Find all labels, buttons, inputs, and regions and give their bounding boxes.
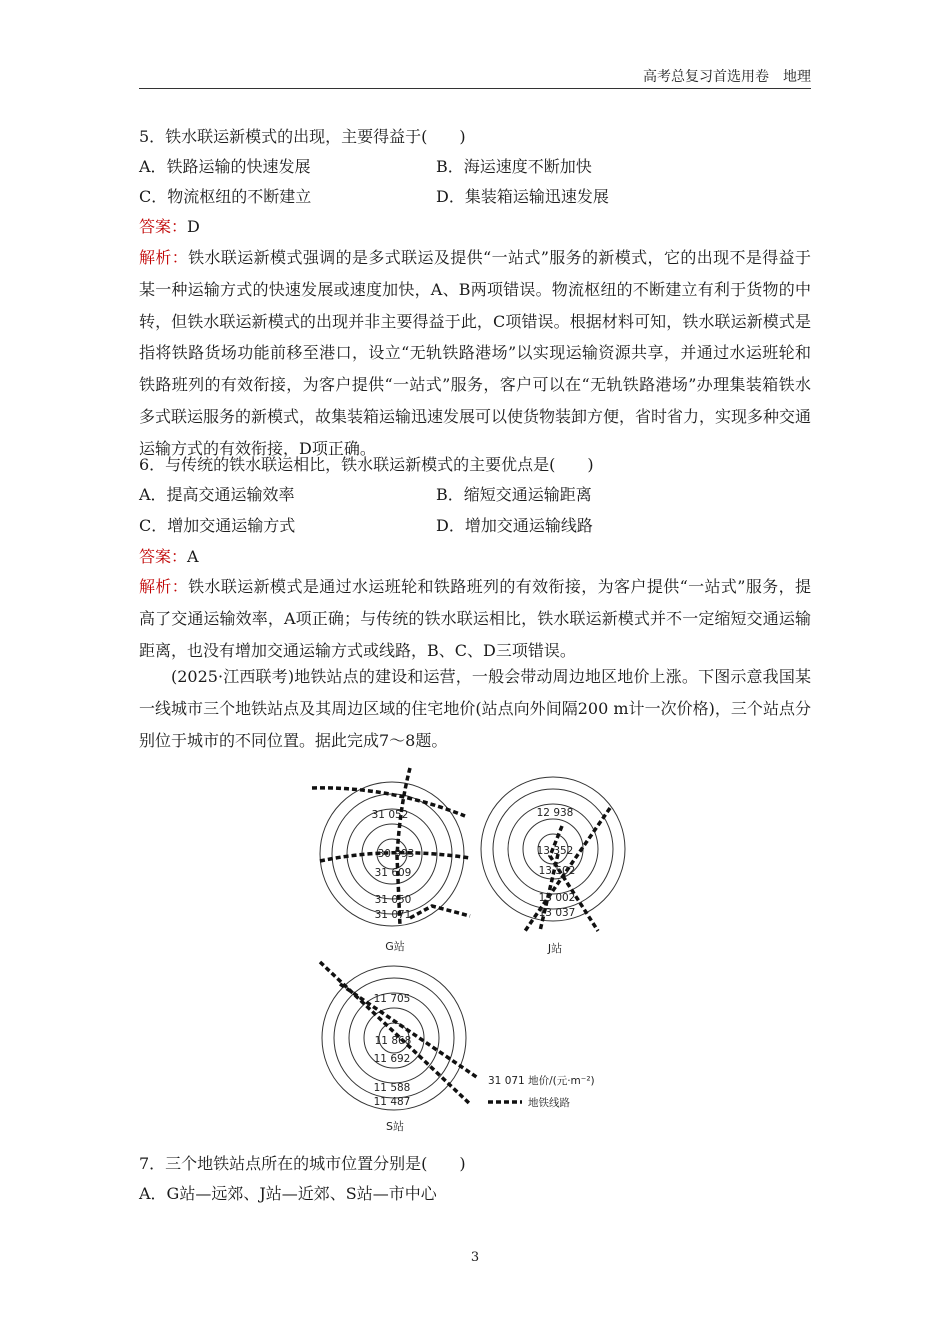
q6-option-a: A．提高交通运输效率 (139, 485, 295, 504)
answer-value: A (187, 547, 199, 566)
s-price-3: 11 692 (373, 1053, 411, 1065)
j-station-label: J站 (547, 942, 563, 955)
legend-line: 地铁线路 (528, 1097, 570, 1109)
g-price-4: 31 050 (374, 894, 412, 906)
q5-option-b: B．海运速度不断加快 (436, 157, 592, 176)
q6-stem: 6．与传统的铁水联运相比，铁水联运新模式的主要优点是( ) (139, 455, 594, 474)
s-station-diagram (320, 962, 478, 1133)
answer-value: D (187, 217, 200, 236)
q6-option-b: B．缩短交通运输距离 (436, 485, 592, 504)
g-station-diagram (312, 768, 470, 953)
answer-label: 答案： (139, 547, 188, 566)
header-title: 高考总复习首选用卷 地理 (643, 69, 811, 85)
q5-stem: 5．铁水联运新模式的出现，主要得益于( ) (139, 127, 466, 146)
page-header (139, 66, 811, 89)
q6-option-d: D．增加交通运输线路 (436, 516, 593, 535)
j-price-2: 13 352 (536, 845, 574, 857)
q5-option-d: D．集装箱运输迅速发展 (436, 187, 609, 206)
q7-option-a: A．G站—远郊、J站—近郊、S站—市中心 (139, 1184, 437, 1203)
g-station-label: G站 (385, 940, 405, 953)
material-text: (2025·江西联考)地铁站点的建设和运营，一般会带动周边地区地价上涨。下图示意我国某一线城市三个地铁站点及其周边区域的住宅地价(站点向外间隔200 m计一次价格)，三个站点分别位于城市的不同位置。据此完成7～8题。 (139, 667, 811, 750)
j-price-1: 12 938 (536, 807, 574, 819)
figure-legend (488, 1074, 595, 1109)
analysis-text: 铁水联运新模式强调的是多式联运及提供“一站式”服务的新模式，它的出现不是得益于某一种运输方式的快速发展或速度加快，A、B两项错误。物流枢纽的不断建立有利于货物的中转，但铁水联运新模式的出现并非主要得益于此，C项错误。根据材料可知，铁水联运新模式是指将铁路货场功能前移至港口，设立“无轨铁路港场”以实现运输资源共享，并通过水运班轮和铁路班列的有效衔接，为客户提供“一站式”服务，客户可以在“无轨铁路港场”办理集装箱铁水多式联运服务的新模式，故集装箱运输迅速发展可以使货物装卸方便，省时省力，实现多种交通运输方式的有效衔接，D项正确。 (139, 248, 812, 458)
q6-answer (139, 547, 199, 567)
s-price-4: 11 588 (373, 1082, 411, 1094)
q5-analysis (139, 242, 811, 465)
g-price-2: 30 993 (377, 848, 415, 860)
g-price-5: 31 071 (374, 909, 412, 921)
analysis-label: 解析： (139, 577, 189, 596)
s-station-label: S站 (386, 1120, 404, 1133)
q5-option-a: A．铁路运输的快速发展 (139, 157, 311, 176)
legend-price: 31 071 地价/(元·m⁻²) (488, 1075, 595, 1087)
analysis-text: 铁水联运新模式是通过水运班轮和铁路班列的有效衔接，为客户提供“一站式”服务，提高了交通运输效率，A项正确；与传统的铁水联运相比，铁水联运新模式并不一定缩短交通运输距离，也没有增加交通运输方式或线路，B、C、D三项错误。 (139, 577, 811, 660)
s-price-2: 11 868 (374, 1035, 412, 1047)
page-number: 3 (470, 1250, 480, 1265)
s-price-5: 11 487 (373, 1096, 411, 1108)
g-price-3: 31 609 (374, 867, 412, 879)
g-price-1: 31 052 (371, 809, 409, 821)
j-station-diagram (481, 777, 625, 955)
j-price-3: 13 502 (538, 865, 576, 877)
s-price-1: 11 705 (373, 993, 411, 1005)
q6-option-c: C．增加交通运输方式 (139, 516, 296, 535)
q5-option-c: C．物流枢纽的不断建立 (139, 187, 312, 206)
q6-analysis (139, 571, 811, 666)
q7-stem: 7．三个地铁站点所在的城市位置分别是( ) (139, 1154, 466, 1173)
j-price-4: 13 002 (538, 892, 576, 904)
analysis-label: 解析： (139, 248, 189, 267)
metro-land-price-figure (300, 766, 660, 1136)
q5-answer (139, 217, 200, 237)
j-price-5: 13 037 (538, 907, 576, 919)
answer-label: 答案： (139, 217, 188, 236)
